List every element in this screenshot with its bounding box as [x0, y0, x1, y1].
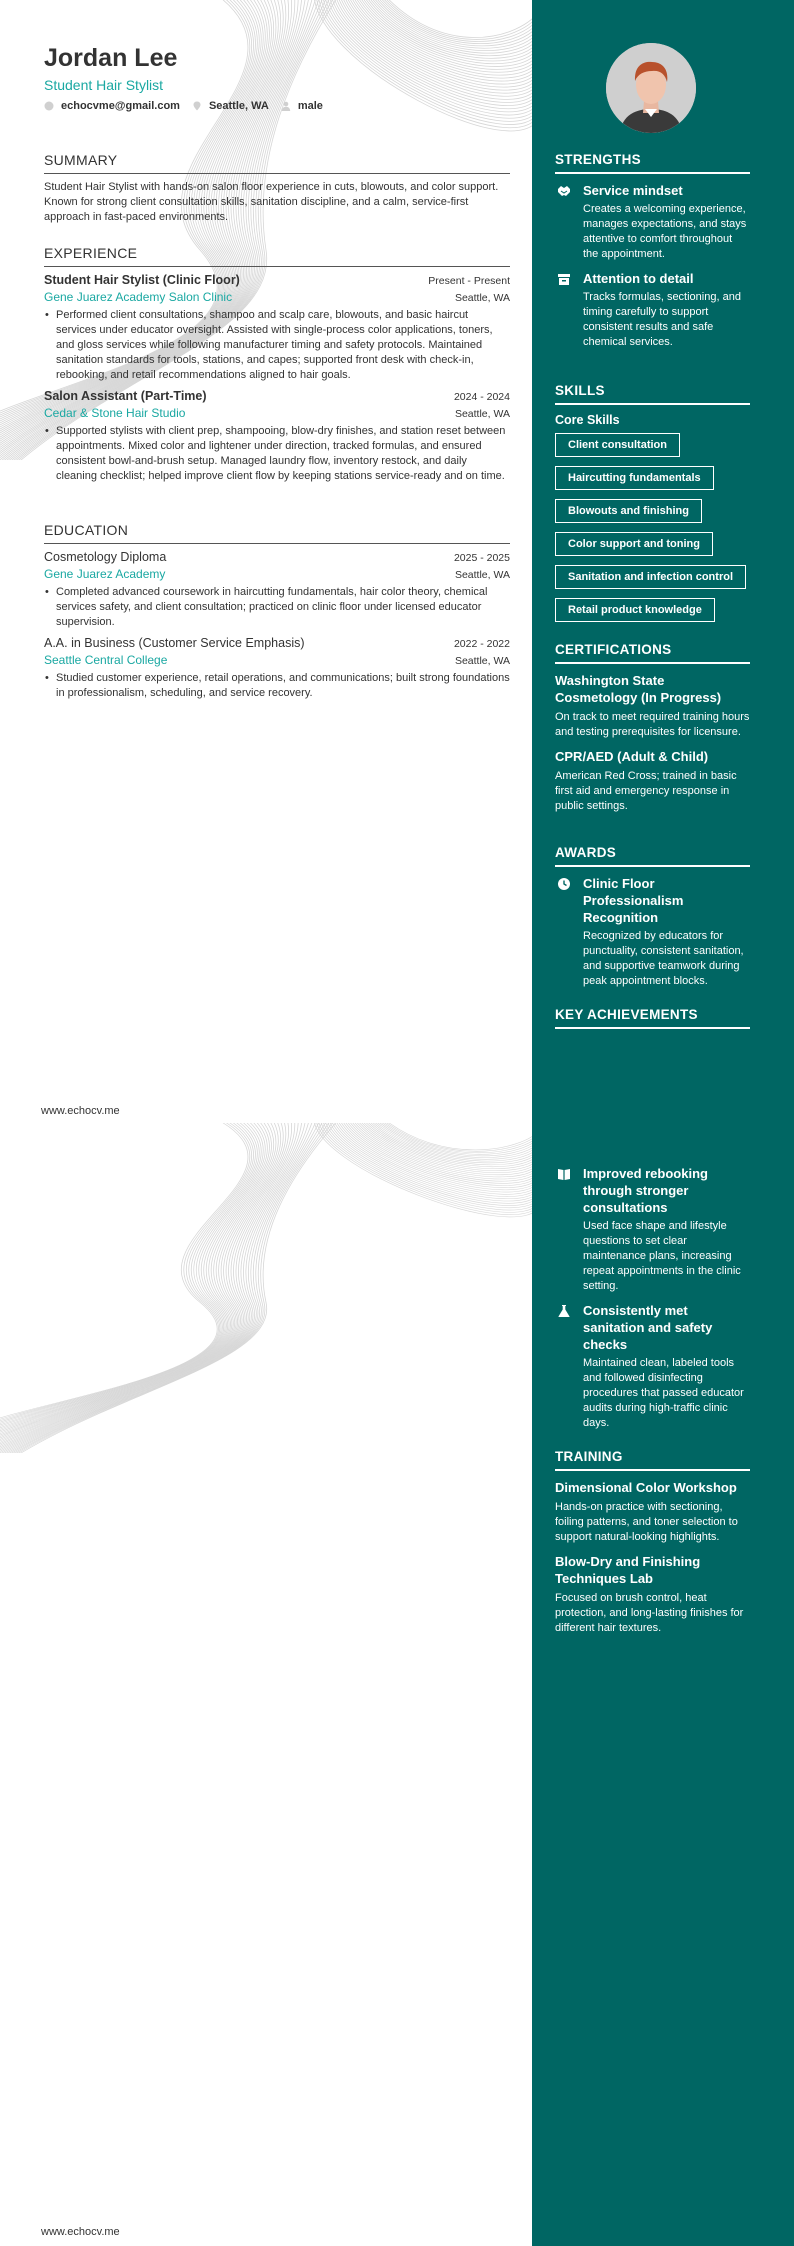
job-location: Seattle, WA [454, 408, 510, 420]
wave-line [322, 1123, 532, 1208]
award-item [555, 875, 750, 989]
school-name: Seattle Central College [44, 653, 168, 667]
strength-item [555, 182, 750, 262]
degree-title: Cosmetology Diploma [44, 550, 167, 564]
footer-url[interactable]: www.echocv.me [41, 2226, 120, 2238]
wave-line [0, 1123, 278, 1450]
email-text: echocvme@gmail.com [61, 100, 180, 112]
clock-icon [557, 877, 571, 891]
cert-text: On track to meet required training hours and testing prerequisites for licensure. [555, 711, 750, 738]
strengths-heading: STRENGTHS [555, 152, 750, 174]
decorative-waves [0, 1123, 532, 1453]
employer-name: Cedar & Stone Hair Studio [44, 406, 186, 420]
wave-line [0, 1123, 298, 1453]
handshake-icon [557, 184, 571, 198]
summary-text: Student Hair Stylist with hands-on salon floor experience in cuts, blowouts, and color support. Known for strong client consultation skills, sanitation discipline, and a calm, service-first approach in fast-paced environments. [44, 181, 499, 223]
job-bullet: • Supported stylists with client prep, shampooing, blow-dry finishes, and station reset between appointments. Mixed color and lightener under direction, tracked formulas, and ensured consistent bowl-and-brush setup. Managed laundry flow, inventory restock, and daily cleaning checklist; helped improve client flow by keeping stations service-ready and on time. [44, 424, 510, 484]
skills-heading: SKILLS [555, 383, 750, 405]
wave-line [0, 1123, 276, 1448]
achievements-heading: KEY ACHIEVEMENTS [555, 1007, 750, 1029]
contact-gender [281, 100, 323, 112]
contact-location [192, 100, 269, 112]
archive-icon [557, 272, 571, 286]
avatar [606, 43, 696, 133]
at-icon [44, 101, 54, 111]
achievement-text: Maintained clean, labeled tools and followed disinfecting procedures that passed educator audits during high-traffic clinic days. [583, 1357, 744, 1429]
training-heading: TRAINING [555, 1449, 750, 1471]
training-text: Hands-on practice with sectioning, foiling patterns, and toner selection to support natural-looking highlights. [555, 1501, 738, 1543]
footer-url[interactable]: www.echocv.me [41, 1105, 120, 1117]
strength-text: Creates a welcoming experience, manages expectations, and stays attentive to comfort throughout the appointment. [583, 203, 747, 260]
skills-group-title: Core Skills [555, 413, 620, 427]
candidate-name: Jordan Lee [44, 44, 178, 72]
skill-tag: Client consultation [555, 433, 680, 457]
awards-section [555, 845, 750, 997]
achievements-section [555, 1165, 750, 1439]
school-location: Seattle, WA [454, 655, 510, 667]
resume-page-2 [0, 1123, 794, 2246]
achievement-title: Consistently met sanitation and safety checks [583, 1303, 713, 1352]
strength-text: Tracks formulas, sectioning, and timing carefully to support consistent results and safe chemical services. [583, 291, 741, 348]
school-name: Gene Juarez Academy [44, 567, 166, 581]
education-entry [44, 550, 510, 630]
certifications-section [555, 642, 750, 822]
job-title: Salon Assistant (Part-Time) [44, 389, 207, 403]
wave-line [0, 1123, 254, 1429]
job-dates: 2024 - 2024 [453, 391, 510, 403]
strength-item [555, 270, 750, 350]
experience-entry [44, 273, 510, 383]
gender-text: male [297, 100, 323, 112]
award-title: Clinic Floor Professionalism Recognition [583, 876, 684, 925]
employer-name: Gene Juarez Academy Salon Clinic [44, 290, 233, 304]
flask-icon [557, 1304, 571, 1318]
skill-tag: Sanitation and infection control [555, 565, 746, 589]
cert-title: CPR/AED (Adult & Child) [555, 749, 709, 764]
training-title: Blow-Dry and Finishing Techniques Lab [555, 1554, 701, 1586]
achievement-item [555, 1165, 750, 1294]
education-section [44, 522, 510, 701]
summary-section [44, 152, 510, 225]
skill-tag: Retail product knowledge [555, 598, 715, 622]
location-text: Seattle, WA [208, 100, 269, 112]
degree-title: A.A. in Business (Customer Service Emphasis) [44, 636, 305, 650]
wave-line [322, 0, 532, 118]
job-dates: Present - Present [428, 275, 510, 287]
strengths-section [555, 152, 750, 358]
wave-line [0, 1123, 338, 1453]
certifications-heading: CERTIFICATIONS [555, 642, 750, 664]
training-text: Focused on brush control, heat protection, and long-lasting finishes for different hair textures. [555, 1592, 744, 1634]
achievement-item [555, 1302, 750, 1431]
education-entry [44, 636, 510, 701]
location-pin-icon [192, 101, 202, 111]
education-bullet: • Studied customer experience, retail operations, and communications; built strong foundations in professionalism, scheduling, and service recovery. [44, 671, 510, 701]
achievements-section-start [555, 1007, 750, 1037]
achievement-text: Used face shape and lifestyle questions to set clear maintenance plans, increasing repeat appointments in the clinic setting. [583, 1220, 741, 1292]
strength-title: Service mindset [583, 183, 683, 198]
wave-line [0, 1123, 330, 1453]
wave-line [0, 1123, 342, 1453]
job-location: Seattle, WA [454, 292, 510, 304]
education-heading: EDUCATION [44, 522, 510, 544]
wave-line [380, 0, 532, 38]
candidate-role: Student Hair Stylist [44, 77, 164, 93]
wave-line [0, 1123, 306, 1453]
strength-title: Attention to detail [583, 271, 694, 286]
contact-email[interactable] [44, 100, 180, 112]
summary-heading: SUMMARY [44, 152, 510, 174]
wave-line [0, 1123, 248, 1424]
school-location: Seattle, WA [454, 569, 510, 581]
skills-section [555, 383, 750, 631]
training-title: Dimensional Color Workshop [555, 1480, 737, 1495]
achievement-title: Improved rebooking through stronger consultations [583, 1166, 708, 1215]
education-dates: 2025 - 2025 [453, 552, 510, 564]
wave-line [0, 1123, 250, 1426]
job-bullet: • Performed client consultations, shampoo and scalp care, blowouts, and basic haircut services under educator oversight. Assisted with single-process color applications, toners, and gloss services while following manufacturer timing and safety protocols. Maintained sanitation standards for tools, stations, and capes; supported front desk with check-in, rebooking, and retail recommendations aligned to hair goals. [44, 308, 510, 383]
experience-heading: EXPERIENCE [44, 245, 510, 267]
wave-line [380, 1123, 532, 1150]
skill-tag-list [555, 433, 750, 631]
education-bullet: • Completed advanced coursework in haircutting fundamentals, hair color theory, chemical services safety, and client consultation; practiced on clinic floor under licensed educator supervision. [44, 585, 510, 630]
profile-photo [606, 43, 696, 133]
education-dates: 2022 - 2022 [453, 638, 510, 650]
awards-heading: AWARDS [555, 845, 750, 867]
book-icon [557, 1167, 571, 1181]
wave-line [378, 0, 532, 39]
wave-line [378, 1123, 532, 1151]
experience-section [44, 245, 510, 484]
cert-text: American Red Cross; trained in basic first aid and emergency response in public settings. [555, 770, 737, 812]
job-title: Student Hair Stylist (Clinic Floor) [44, 273, 240, 287]
skill-tag: Blowouts and finishing [555, 499, 702, 523]
cert-title: Washington State Cosmetology (In Progress) [555, 673, 722, 705]
contact-row [44, 100, 335, 112]
wave-line [0, 1123, 281, 1452]
training-section [555, 1449, 750, 1644]
skill-tag: Haircutting fundamentals [555, 466, 714, 490]
wave-line [0, 1123, 334, 1453]
award-text: Recognized by educators for punctuality, consistent sanitation, and supportive teamwork during peak appointment blocks. [583, 930, 744, 987]
experience-entry [44, 389, 510, 484]
skill-tag: Color support and toning [555, 532, 713, 556]
person-icon [281, 101, 291, 111]
